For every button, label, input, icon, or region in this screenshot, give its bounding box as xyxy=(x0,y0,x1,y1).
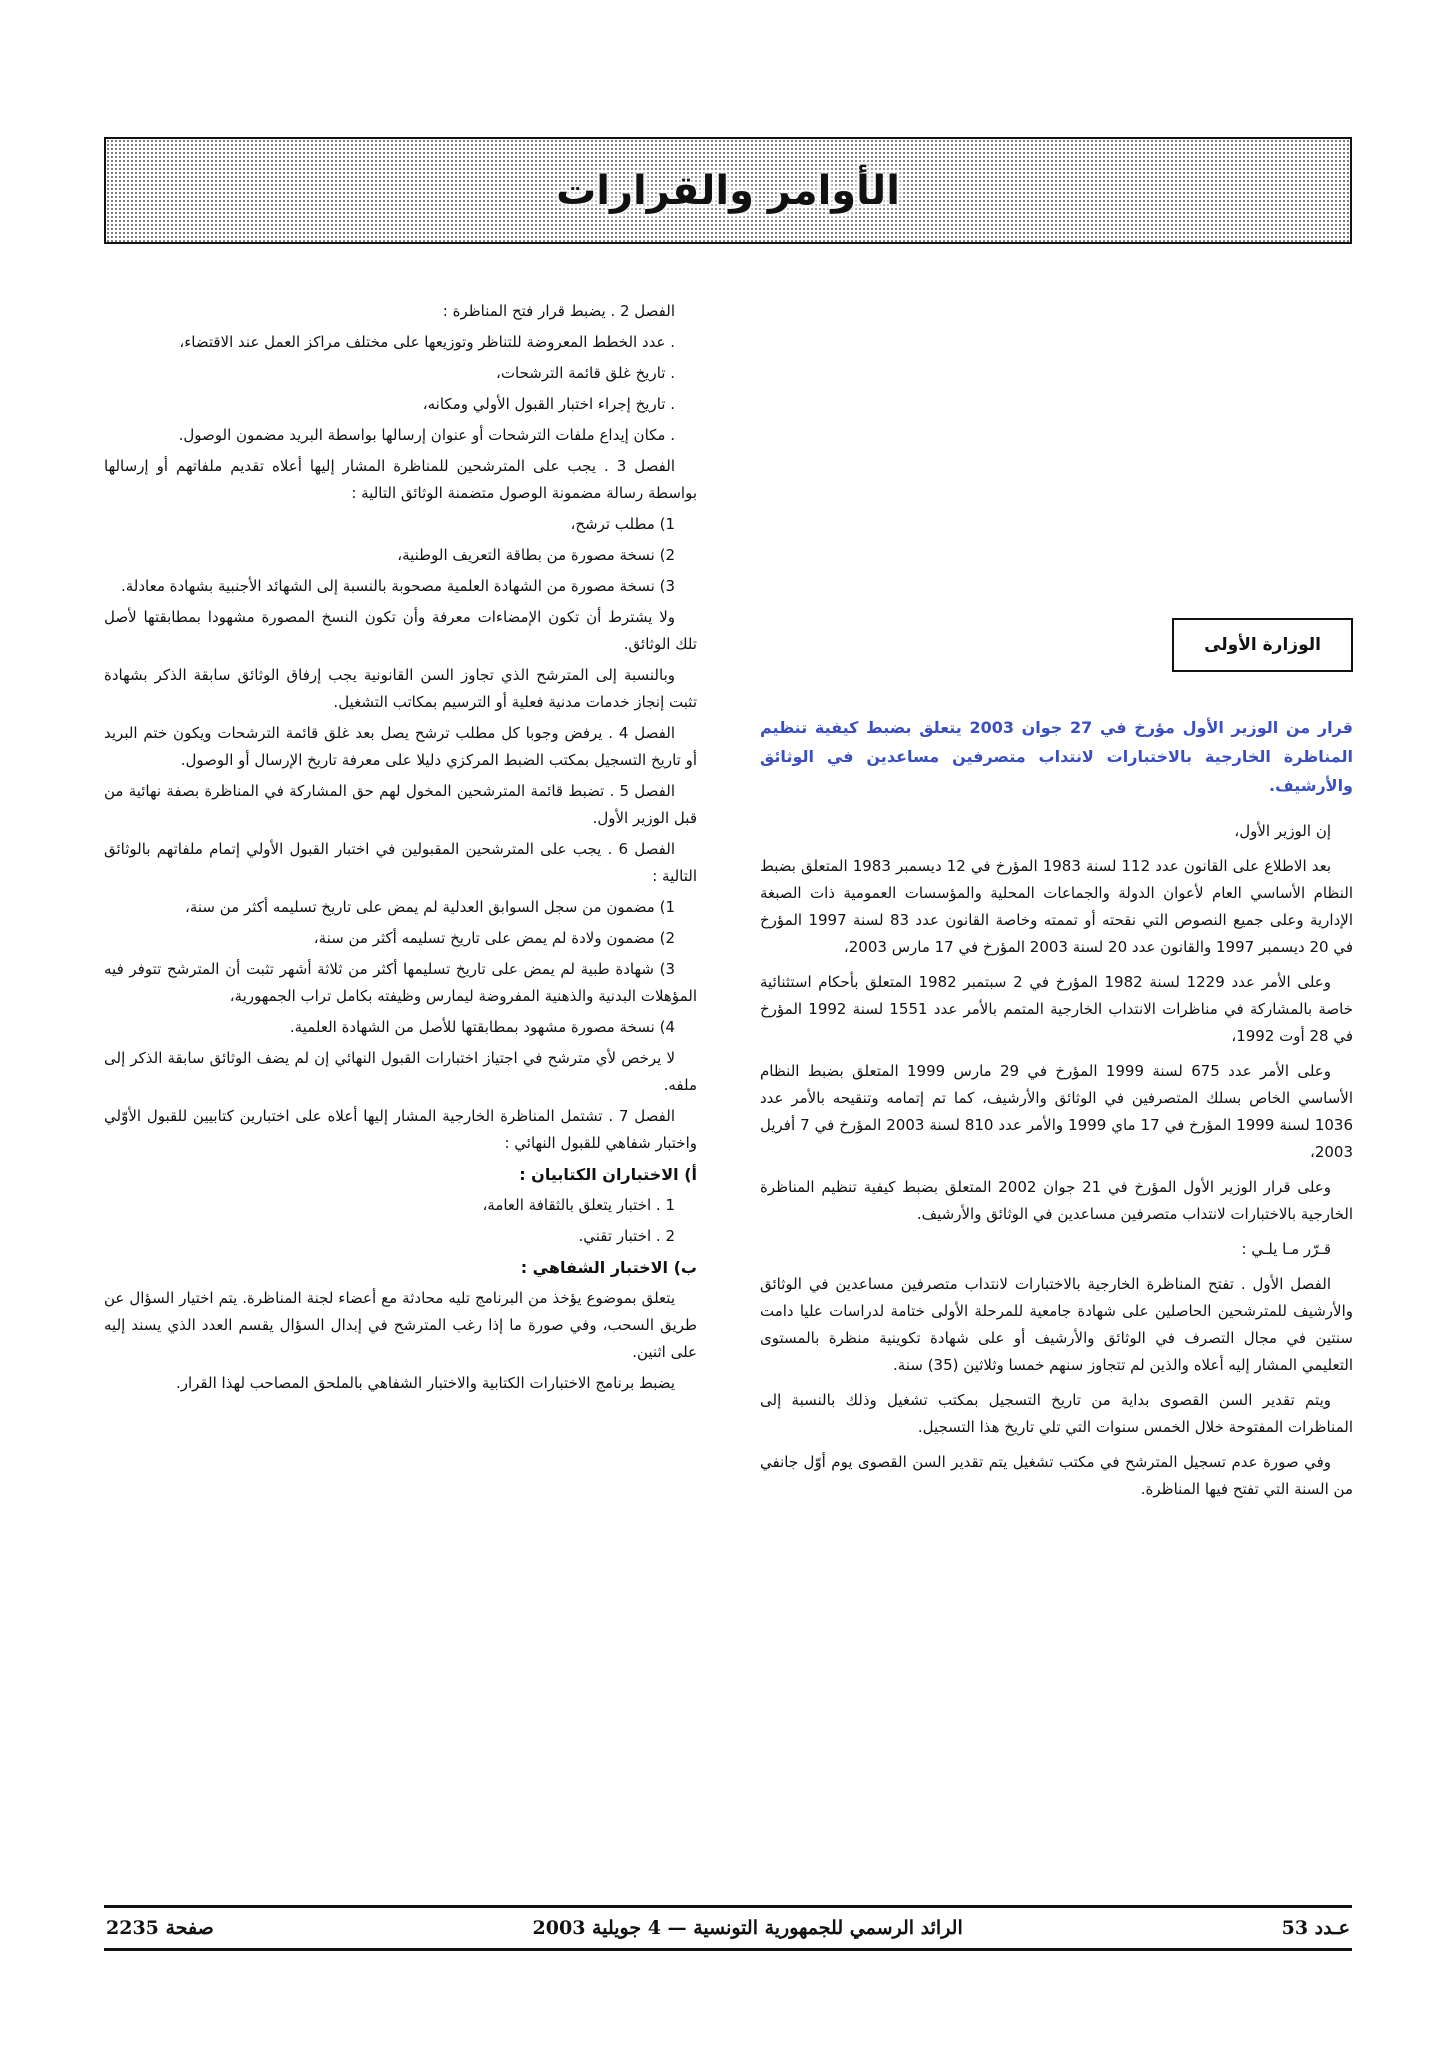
list-item: 1 . اختبار يتعلق بالثقافة العامة، xyxy=(482,1196,675,1214)
list-item: . تاريخ إجراء اختبار القبول الأولي ومكانه، xyxy=(422,395,675,413)
paragraph: بعد الاطلاع على القانون عدد 112 لسنة 1983 المؤرخ في 12 ديسمبر 1983 المتعلق بضبط النظام الأساسي العام لأعوان الدولة والجماعات المحلية والمؤسسات العمومية ذات الصبغة الإدارية وعلى جميع النصوص التي نقحته أو تممته وخاصة القانون عدد 83 لسنة 1997 المؤرخ في 20 ديسمبر 1997 والقانون عدد 20 لسنة 2003 المؤرخ في 17 مارس 2003، xyxy=(760,857,1353,956)
subheading-oral-exam: ب) الاختبار الشفاهي : xyxy=(520,1258,697,1277)
right-column xyxy=(760,818,1353,1511)
list-item: 1) مضمون من سجل السوابق العدلية لم يمض على تاريخ تسليمه أكثر من سنة، xyxy=(185,898,675,916)
list-item: 1) مطلب ترشح، xyxy=(570,515,675,533)
list-item: 4) نسخة مصورة مشهود بمطابقتها للأصل من الشهادة العلمية. xyxy=(289,1018,675,1036)
paragraph: إن الوزير الأول، xyxy=(1234,822,1331,840)
paragraph: وعلى الأمر عدد 675 لسنة 1999 المؤرخ في 29 مارس 1999 المتعلق بضبط النظام الأساسي الخاص بسلك المتصرفين في الوثائق والأرشيف، كما تم إتمامه وتنقيحه بالأمر عدد 1036 لسنة 1999 المؤرخ في 17 ماي 1999 والأمر عدد 810 لسنة 2003 المؤرخ في 7 أفريل 2003، xyxy=(760,1062,1354,1161)
page-number: صفحة 2235 xyxy=(106,1917,214,1939)
paragraph: ولا يشترط أن تكون الإمضاءات معرفة وأن تكون النسخ المصورة مشهودا بمطابقتها لأصل تلك الوثائق. xyxy=(104,608,697,653)
article-1: الفصل الأول . تفتح المناظرة الخارجية بالاختبارات لانتداب متصرفين مساعدين في الوثائق والأرشيف للمترشحين الحاصلين على شهادة جامعية للمرحلة الأولى ختامة لدراسات عليا دامت سنتين في مجال التصرف في الوثائق والأرشيف أو على شهادة تكوينية منظرة بالمستوى التعليمي المشار إليه أعلاه والذين لم تتجاوز سنهم خمسا وثلاثين (35) سنة. xyxy=(760,1275,1353,1374)
left-column xyxy=(104,298,697,1401)
decree-title: قرار من الوزير الأول مؤرخ في 27 جوان 2003 يتعلق بضبط كيفية تنظيم المناظرة الخارجية بالاختبارات لانتداب متصرفين مساعدين في الوثائق والأرشيف. xyxy=(760,718,1353,795)
list-item: . تاريخ غلق قائمة الترشحات، xyxy=(496,364,675,382)
paragraph: وعلى الأمر عدد 1229 لسنة 1982 المؤرخ في 2 سبتمبر 1982 المتعلق بأحكام استثنائية خاصة بالمشاركة في مناظرات الانتداب الخارجية المتمم بالأمر عدد 1551 لسنة 1992 المؤرخ في 28 أوت 1992، xyxy=(760,973,1353,1045)
paragraph: وعلى قرار الوزير الأول المؤرخ في 21 جوان 2002 المتعلق بضبط كيفية تنظيم المناظرة الخارجية بالاختبارات لانتداب متصرفين مساعدين في الوثائق والأرشيف. xyxy=(760,1178,1353,1223)
article-7: الفصل 7 . تشتمل المناظرة الخارجية المشار إليها أعلاه على اختبارين كتابيين للقبول الأوّلي واختبار شفاهي للقبول النهائي : xyxy=(104,1107,697,1152)
paragraph: قـرّر مـا يلـي : xyxy=(1241,1240,1331,1258)
article-4: الفصل 4 . يرفض وجوبا كل مطلب ترشح يصل بعد غلق قائمة الترشحات ويكون ختم البريد أو تاريخ التسجيل بمكتب الضبط المركزي دليلا على معرفة تاريخ الإرسال أو الوصول. xyxy=(104,724,697,769)
list-item: . مكان إيداع ملفات الترشحات أو عنوان إرسالها بواسطة البريد مضمون الوصول. xyxy=(178,426,675,444)
paragraph: وفي صورة عدم تسجيل المترشح في مكتب تشغيل يتم تقدير السن القصوى يوم أوّل جانفي من السنة التي تفتح فيها المناظرة. xyxy=(760,1453,1353,1498)
journal-title: الرائد الرسمي للجمهورية التونسية — 4 جويلية 2003 xyxy=(532,1917,963,1939)
ministry-box xyxy=(1172,618,1353,672)
paragraph: ويتم تقدير السن القصوى بداية من تاريخ التسجيل بمكتب تشغيل وذلك بالنسبة إلى المناظرات المفتوحة خلال الخمس سنوات التي تلي تاريخ هذا التسجيل. xyxy=(760,1391,1353,1436)
list-item: 3) شهادة طبية لم يمض على تاريخ تسليمها أكثر من ثلاثة أشهر تثبت أن المترشح تتوفر فيه المؤهلات البدنية والذهنية المفروضة ليمارس وظيفته بكامل تراب الجمهورية، xyxy=(104,960,697,1005)
section-banner xyxy=(104,137,1352,244)
paragraph: لا يرخص لأي مترشح في اجتياز اختبارات القبول النهائي إن لم يضف الوثائق سابقة الذكر إلى ملفه. xyxy=(104,1049,697,1094)
paragraph: يتعلق بموضوع يؤخذ من البرنامج تليه محادثة مع أعضاء لجنة المناظرة. يتم اختيار السؤال عن طريق السحب، وفي صورة ما إذا رغب المترشح في إبدال السؤال يقسم العدد الذي يسند إليه على اثنين. xyxy=(104,1289,697,1361)
article-2: الفصل 2 . يضبط قرار فتح المناظرة : xyxy=(442,302,675,320)
list-item: . عدد الخطط المعروضة للتناظر وتوزيعها على مختلف مراكز العمل عند الاقتضاء، xyxy=(179,333,675,351)
list-item: 2) نسخة مصورة من بطاقة التعريف الوطنية، xyxy=(397,546,675,564)
list-item: 2) مضمون ولادة لم يمض على تاريخ تسليمه أكثر من سنة، xyxy=(313,929,675,947)
subheading-written-exams: أ) الاختباران الكتابيان : xyxy=(519,1165,697,1184)
article-5: الفصل 5 . تضبط قائمة المترشحين المخول لهم حق المشاركة في المناظرة بصفة نهائية من قبل الوزير الأول. xyxy=(104,782,697,827)
paragraph: وبالنسبة إلى المترشح الذي تجاوز السن القانونية يجب إرفاق الوثائق سابقة الذكر بشهادة تثبت إنجاز خدمات مدنية فعلية أو الترسيم بمكاتب التشغيل. xyxy=(104,666,697,711)
article-3: الفصل 3 . يجب على المترشحين للمناظرة المشار إليها أعلاه تقديم ملفاتهم أو إرسالها بواسطة رسالة مضمونة الوصول متضمنة الوثائق التالية : xyxy=(104,457,697,502)
section-title: الأوامر والقرارات xyxy=(556,167,900,214)
list-item: 2 . اختبار تقني. xyxy=(578,1227,675,1245)
paragraph: يضبط برنامج الاختبارات الكتابية والاختبار الشفاهي بالملحق المصاحب لهذا القرار. xyxy=(175,1374,675,1392)
issue-number: عـدد 53 xyxy=(1281,1917,1350,1939)
page-footer xyxy=(104,1905,1352,1951)
ministry-label: الوزارة الأولى xyxy=(1204,635,1321,655)
list-item: 3) نسخة مصورة من الشهادة العلمية مصحوبة بالنسبة إلى الشهائد الأجنبية بشهادة معادلة. xyxy=(120,577,675,595)
article-6: الفصل 6 . يجب على المترشحين المقبولين في اختبار القبول الأولي إتمام ملفاتهم بالوثائق التالية : xyxy=(104,840,697,885)
